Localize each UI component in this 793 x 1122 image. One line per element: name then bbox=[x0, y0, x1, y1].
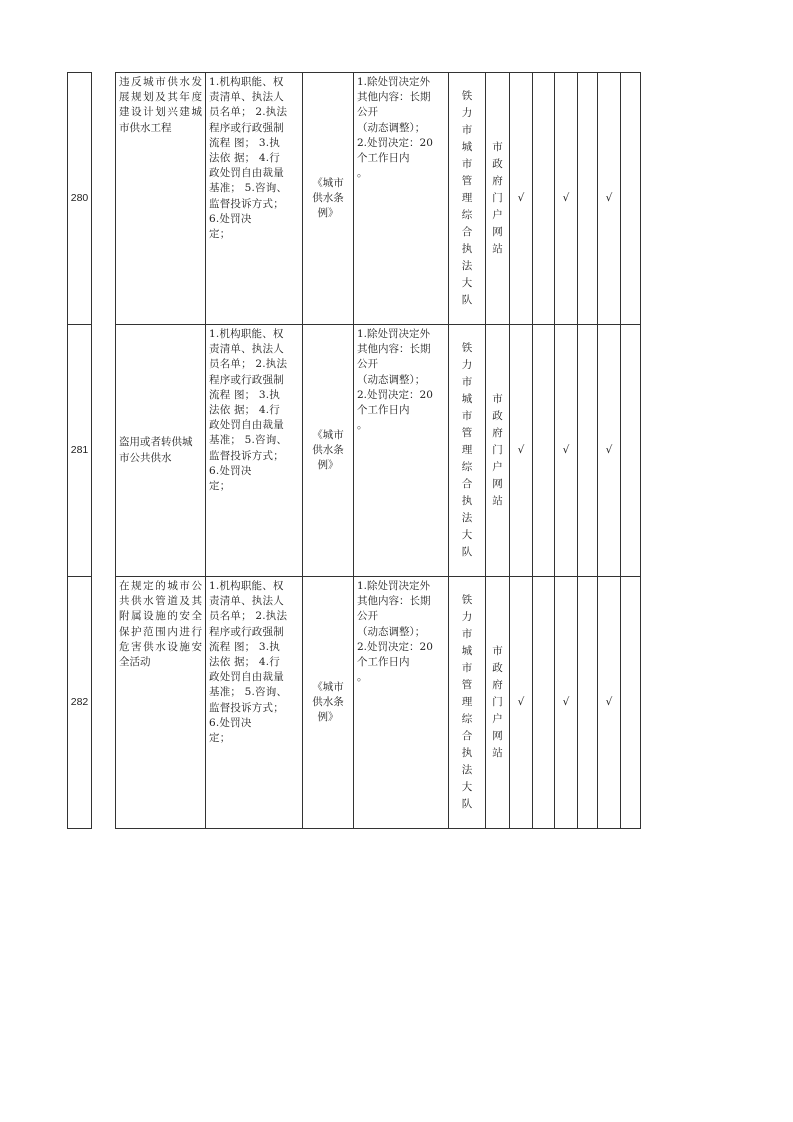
empty-cell bbox=[578, 577, 598, 829]
disclosure-subject-cell bbox=[449, 73, 486, 325]
row-number: 280 bbox=[68, 73, 92, 325]
disclosure-channel: 市政府门户网站 bbox=[492, 645, 503, 759]
disclosure-content: 1.机构职能、权 责清单、执法人 员名单； 2.执法 程序或行政强制 流程 图； 3.执 法依 据； 4.行 政处罚自由裁量 基准； 5.咨询、 监督投诉方式； 6.处罚决 定； bbox=[206, 577, 303, 829]
disclosure-channel-cell bbox=[486, 577, 510, 829]
check-cell: √ bbox=[555, 73, 578, 325]
item-name: 违反城市供水发展规划及其年度建设计划兴建城市供水工程 bbox=[116, 73, 206, 325]
table-row bbox=[68, 325, 641, 577]
check-cell: √ bbox=[598, 73, 621, 325]
check-cell: √ bbox=[510, 73, 533, 325]
disclosure-channel-cell bbox=[486, 325, 510, 577]
disclosure-subject-cell bbox=[449, 325, 486, 577]
check-cell: √ bbox=[598, 325, 621, 577]
empty-cell bbox=[578, 73, 598, 325]
disclosure-subject-cell bbox=[449, 577, 486, 829]
table-row bbox=[68, 73, 641, 325]
disclosure-channel: 市政府门户网站 bbox=[492, 141, 503, 255]
item-name: 盗用或者转供城市公共供水 bbox=[116, 325, 206, 577]
check-cell: √ bbox=[510, 325, 533, 577]
disclosure-basis: 《城市 供水条 例》 bbox=[303, 73, 354, 325]
disclosure-basis: 《城市 供水条 例》 bbox=[303, 577, 354, 829]
disclosure-channel-cell bbox=[486, 73, 510, 325]
empty-cell bbox=[621, 325, 641, 577]
check-cell: √ bbox=[510, 577, 533, 829]
empty-cell bbox=[578, 325, 598, 577]
empty-cell bbox=[533, 577, 555, 829]
row-number: 282 bbox=[68, 577, 92, 829]
disclosure-time: 1.除处罚决定外 其他内容：长期 公开 （动态调整）； 2.处罚决定：20 个工作日内 。 bbox=[354, 577, 449, 829]
disclosure-subject: 铁力市城市管理综合执法大队 bbox=[461, 342, 473, 558]
disclosure-table bbox=[67, 72, 641, 829]
disclosure-time: 1.除处罚决定外 其他内容：长期 公开 （动态调整）； 2.处罚决定：20 个工作日内 。 bbox=[354, 325, 449, 577]
disclosure-time: 1.除处罚决定外 其他内容：长期 公开 （动态调整）； 2.处罚决定：20 个工作日内 。 bbox=[354, 73, 449, 325]
spacer-cell bbox=[92, 73, 116, 325]
disclosure-content: 1.机构职能、权 责清单、执法人 员名单； 2.执法 程序或行政强制 流程 图； 3.执 法依 据； 4.行 政处罚自由裁量 基准； 5.咨询、 监督投诉方式； 6.处罚决 定； bbox=[206, 325, 303, 577]
row-number: 281 bbox=[68, 325, 92, 577]
table-row bbox=[68, 577, 641, 829]
item-name: 在规定的城市公共供水管道及其附属设施的安全保护范围内进行危害供水设施安全活动 bbox=[116, 577, 206, 829]
disclosure-content: 1.机构职能、权 责清单、执法人 员名单； 2.执法 程序或行政强制 流程 图； 3.执 法依 据； 4.行 政处罚自由裁量 基准； 5.咨询、 监督投诉方式； 6.处罚决 定； bbox=[206, 73, 303, 325]
check-cell: √ bbox=[555, 577, 578, 829]
spacer-cell bbox=[92, 577, 116, 829]
disclosure-channel: 市政府门户网站 bbox=[492, 393, 503, 507]
check-cell: √ bbox=[555, 325, 578, 577]
disclosure-subject: 铁力市城市管理综合执法大队 bbox=[461, 594, 473, 810]
spacer-cell bbox=[92, 325, 116, 577]
disclosure-basis: 《城市 供水条 例》 bbox=[303, 325, 354, 577]
empty-cell bbox=[533, 325, 555, 577]
empty-cell bbox=[533, 73, 555, 325]
empty-cell bbox=[621, 73, 641, 325]
disclosure-subject: 铁力市城市管理综合执法大队 bbox=[461, 90, 473, 306]
empty-cell bbox=[621, 577, 641, 829]
check-cell: √ bbox=[598, 577, 621, 829]
